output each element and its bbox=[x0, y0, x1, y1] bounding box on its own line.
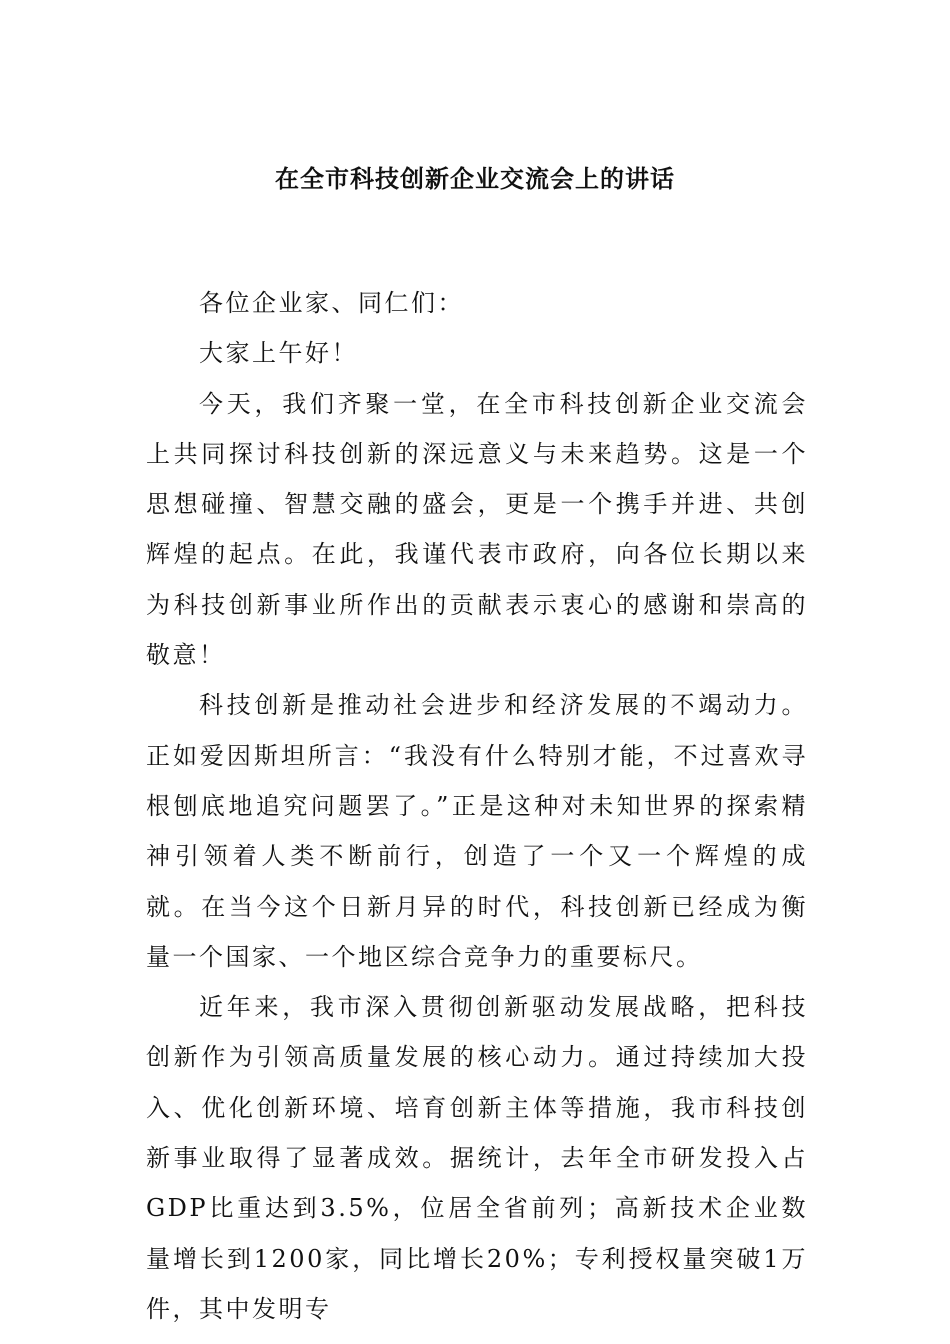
body-paragraph: 科技创新是推动社会进步和经济发展的不竭动力。正如爱因斯坦所言：“我没有什么特别才能，不过喜欢寻根刨底地追究问题罢了。”正是这种对未知世界的探索精神引领着人类不断前行，创造了一个又一个辉煌的成就。在当今这个日新月异的时代，科技创新已经成为衡量一个国家、一个地区综合竞争力的重要标尺。 bbox=[146, 691, 808, 971]
document-title: 在全市科技创新企业交流会上的讲话 bbox=[275, 164, 675, 193]
greeting-paragraph: 大家上午好！ bbox=[199, 339, 358, 368]
salutation-paragraph: 各位企业家、同仁们： bbox=[199, 289, 464, 317]
body-paragraph: 今天，我们齐聚一堂，在全市科技创新企业交流会上共同探讨科技创新的深远意义与未来趋势。这是一个思想碰撞、智慧交融的盛会，更是一个携手并进、共创辉煌的起点。在此，我谨代表市政府，向各位长期以来为科技创新事业所作出的贡献表示衷心的感谢和崇高的敬意！ bbox=[146, 389, 808, 670]
document-body bbox=[146, 278, 808, 1334]
body-paragraph: 近年来，我市深入贯彻创新驱动发展战略，把科技创新作为引领高质量发展的核心动力。通过持续加大投入、优化创新环境、培育创新主体等措施，我市科技创新事业取得了显著成效。据统计，去年全市研发投入占GDP比重达到3.5%，位居全省前列；高新技术企业数量增长到1200家，同比增长20%；专利授权量突破1万件，其中发明专 bbox=[146, 993, 808, 1323]
